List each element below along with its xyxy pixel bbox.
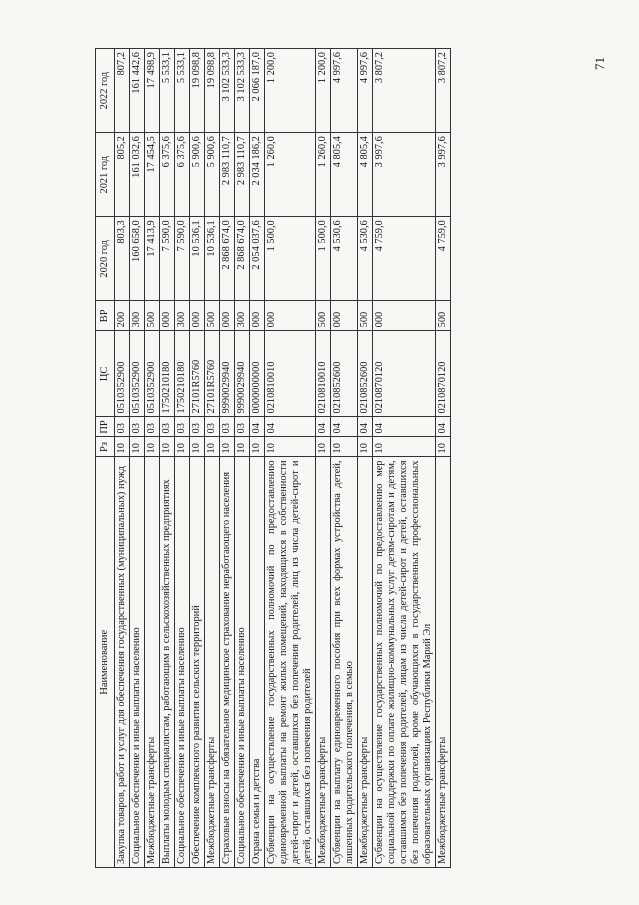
table-row (265, 49, 316, 868)
cell-cs: 0510352900 (130, 331, 145, 417)
cell-2021: 805,2 (115, 133, 130, 217)
table-row (358, 49, 373, 868)
cell-cs: 0210852600 (358, 331, 373, 417)
cell-2021: 4 805,4 (331, 133, 358, 217)
cell-2022: 19 098,8 (190, 49, 205, 133)
cell-2021: 1 260,0 (316, 133, 331, 217)
cell-pr: 04 (250, 417, 265, 437)
cell-name: Межбюджетные трансферты (358, 457, 373, 868)
cell-name: Субвенции на выплату единовременного пособия при всех формах устройства детей, лишенных родительского попечения, в семью (331, 457, 358, 868)
table-row (205, 49, 220, 868)
cell-rz: 10 (436, 437, 451, 457)
cell-2020: 4 530,6 (331, 217, 358, 301)
table-row (175, 49, 190, 868)
table-row (145, 49, 160, 868)
cell-2020: 1 500,0 (316, 217, 331, 301)
cell-rz: 10 (145, 437, 160, 457)
table-row (160, 49, 175, 868)
cell-rz: 10 (331, 437, 358, 457)
cell-rz: 10 (205, 437, 220, 457)
cell-2020: 10 536,1 (190, 217, 205, 301)
table-row (130, 49, 145, 868)
cell-cs: 0510352900 (145, 331, 160, 417)
cell-rz: 10 (190, 437, 205, 457)
cell-name: Охрана семьи и детства (250, 457, 265, 868)
page-number: 71 (592, 57, 607, 70)
cell-pr: 04 (316, 417, 331, 437)
cell-vr: 300 (235, 301, 250, 331)
cell-vr: 000 (331, 301, 358, 331)
cell-vr: 000 (373, 301, 436, 331)
cell-2021: 2 034 186,2 (250, 133, 265, 217)
cell-cs: 0210810010 (265, 331, 316, 417)
cell-vr: 000 (160, 301, 175, 331)
cell-vr: 000 (250, 301, 265, 331)
cell-pr: 04 (358, 417, 373, 437)
cell-name: Межбюджетные трансферты (316, 457, 331, 868)
cell-rz: 10 (130, 437, 145, 457)
cell-name: Выплаты молодым специалистам, работающим в сельскохозяйственных предприятиях (160, 457, 175, 868)
cell-2022: 807,2 (115, 49, 130, 133)
cell-name: Социальное обеспечение и иные выплаты населению (175, 457, 190, 868)
cell-2021: 4 805,4 (358, 133, 373, 217)
cell-pr: 03 (160, 417, 175, 437)
cell-name: Социальное обеспечение и иные выплаты населению (235, 457, 250, 868)
cell-vr: 200 (115, 301, 130, 331)
cell-name: Межбюджетные трансферты (145, 457, 160, 868)
cell-rz: 10 (160, 437, 175, 457)
cell-pr: 03 (130, 417, 145, 437)
cell-name: Обеспечение комплексного развития сельских территорий (190, 457, 205, 868)
table-row (190, 49, 205, 868)
cell-2022: 3 807,2 (436, 49, 451, 133)
cell-vr: 000 (265, 301, 316, 331)
cell-cs: 0210852600 (331, 331, 358, 417)
cell-vr: 000 (220, 301, 235, 331)
budget-table-wrapper (95, 48, 595, 868)
cell-2022: 161 442,6 (130, 49, 145, 133)
cell-name: Социальное обеспечение и иные выплаты населению (130, 457, 145, 868)
cell-pr: 03 (145, 417, 160, 437)
cell-name: Страховые взносы на обязательное медицинское страхование неработающего населения (220, 457, 235, 868)
cell-rz: 10 (358, 437, 373, 457)
cell-name: Межбюджетные трансферты (436, 457, 451, 868)
header-vr: ВР (96, 301, 115, 331)
table-row (331, 49, 358, 868)
header-2020: 2020 год (96, 217, 115, 301)
table-row (373, 49, 436, 868)
table-row (115, 49, 130, 868)
cell-pr: 03 (235, 417, 250, 437)
cell-pr: 03 (175, 417, 190, 437)
budget-table (95, 48, 451, 868)
cell-pr: 04 (373, 417, 436, 437)
cell-rz: 10 (373, 437, 436, 457)
cell-cs: 0210870120 (373, 331, 436, 417)
cell-pr: 03 (205, 417, 220, 437)
cell-2020: 7 590,0 (160, 217, 175, 301)
cell-2021: 3 997,6 (373, 133, 436, 217)
cell-cs: 0510352900 (115, 331, 130, 417)
cell-rz: 10 (235, 437, 250, 457)
header-2021: 2021 год (96, 133, 115, 217)
table-row (235, 49, 250, 868)
cell-vr: 300 (130, 301, 145, 331)
cell-name: Закупка товаров, работ и услуг для обеспечения государственных (муниципальных) нужд (115, 457, 130, 868)
cell-vr: 500 (358, 301, 373, 331)
header-name: Наименование (96, 457, 115, 868)
header-pr: ПР (96, 417, 115, 437)
cell-2021: 2 983 110,7 (235, 133, 250, 217)
cell-2021: 6 375,6 (175, 133, 190, 217)
cell-vr: 500 (316, 301, 331, 331)
cell-cs: 1750210180 (175, 331, 190, 417)
table-row (436, 49, 451, 868)
cell-pr: 03 (190, 417, 205, 437)
header-cs: ЦС (96, 331, 115, 417)
table-row (220, 49, 235, 868)
cell-2021: 6 375,6 (160, 133, 175, 217)
cell-2020: 2 868 674,0 (235, 217, 250, 301)
cell-pr: 03 (115, 417, 130, 437)
cell-2021: 2 983 110,7 (220, 133, 235, 217)
cell-vr: 300 (175, 301, 190, 331)
cell-pr: 03 (220, 417, 235, 437)
cell-cs: 0000000000 (250, 331, 265, 417)
cell-2020: 2 868 674,0 (220, 217, 235, 301)
cell-pr: 04 (331, 417, 358, 437)
cell-cs: 9990029940 (235, 331, 250, 417)
cell-2021: 1 260,0 (265, 133, 316, 217)
cell-2020: 803,3 (115, 217, 130, 301)
cell-2021: 3 997,6 (436, 133, 451, 217)
cell-vr: 500 (205, 301, 220, 331)
cell-2022: 5 533,1 (160, 49, 175, 133)
cell-2022: 2 066 187,0 (250, 49, 265, 133)
cell-2021: 17 454,5 (145, 133, 160, 217)
cell-2022: 19 098,8 (205, 49, 220, 133)
cell-vr: 500 (436, 301, 451, 331)
cell-name: Субвенции на осуществление государственных полномочий по предоставлению единовременной выплаты на ремонт жилых помещений, находящихся в собственности детей-сирот и детей, оставшихся без попечения родителей, лиц из числа детей-сирот и детей, оставшихся без попечения родителей (265, 457, 316, 868)
table-row (250, 49, 265, 868)
cell-vr: 000 (190, 301, 205, 331)
header-rz: Рз (96, 437, 115, 457)
cell-2021: 5 900,6 (190, 133, 205, 217)
cell-rz: 10 (265, 437, 316, 457)
header-2022: 2022 год (96, 49, 115, 133)
cell-cs: 0210810010 (316, 331, 331, 417)
cell-pr: 04 (436, 417, 451, 437)
cell-2022: 1 200,0 (316, 49, 331, 133)
cell-2020: 10 536,1 (205, 217, 220, 301)
cell-2021: 5 900,6 (205, 133, 220, 217)
cell-cs: 27101R5760 (190, 331, 205, 417)
table-body (115, 49, 451, 868)
cell-rz: 10 (220, 437, 235, 457)
cell-2022: 4 997,6 (358, 49, 373, 133)
cell-2022: 17 498,9 (145, 49, 160, 133)
cell-vr: 500 (145, 301, 160, 331)
cell-2020: 4 530,6 (358, 217, 373, 301)
cell-2020: 1 500,0 (265, 217, 316, 301)
cell-rz: 10 (250, 437, 265, 457)
cell-2021: 161 032,6 (130, 133, 145, 217)
cell-2022: 3 102 533,3 (235, 49, 250, 133)
cell-name: Межбюджетные трансферты (205, 457, 220, 868)
cell-2020: 17 413,9 (145, 217, 160, 301)
cell-2022: 1 200,0 (265, 49, 316, 133)
cell-pr: 04 (265, 417, 316, 437)
cell-2020: 2 054 037,6 (250, 217, 265, 301)
cell-2020: 4 759,0 (373, 217, 436, 301)
cell-2020: 7 590,0 (175, 217, 190, 301)
cell-cs: 9990029940 (220, 331, 235, 417)
cell-rz: 10 (175, 437, 190, 457)
cell-2020: 160 658,0 (130, 217, 145, 301)
cell-2022: 3 102 533,3 (220, 49, 235, 133)
table-row (316, 49, 331, 868)
cell-rz: 10 (115, 437, 130, 457)
cell-name: Субвенции на осуществление государственных полномочий по предоставлению мер социальной поддержки по оплате жилищно-коммунальных услуг детям-сиротам и детям, оставшимся без попечения родителей, лицам из числа детей-сирот и детей, оставшихся без попечения родителей, кроме обучающихся в государственных профессиональных образовательных организациях Республики Марий Эл (373, 457, 436, 868)
cell-rz: 10 (316, 437, 331, 457)
cell-cs: 1750210180 (160, 331, 175, 417)
cell-cs: 0210870120 (436, 331, 451, 417)
cell-2022: 4 997,6 (331, 49, 358, 133)
cell-2020: 4 759,0 (436, 217, 451, 301)
cell-cs: 27101R5760 (205, 331, 220, 417)
table-header-row (96, 49, 115, 868)
cell-2022: 5 533,1 (175, 49, 190, 133)
cell-2022: 3 807,2 (373, 49, 436, 133)
